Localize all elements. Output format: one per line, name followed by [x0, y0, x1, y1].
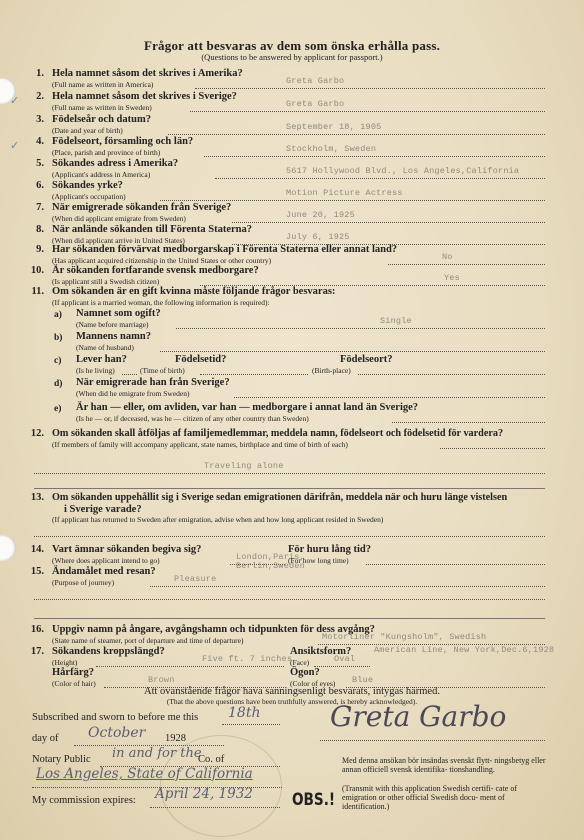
check-mark-icon: ✓ [10, 95, 20, 107]
question-number: 10. [30, 265, 44, 276]
answer-family-members: Traveling alone [204, 461, 284, 471]
answer-line [230, 564, 285, 565]
question-english: (Purpose of journey) [52, 578, 115, 587]
question-swedish: Födelseort, församling och län? [52, 136, 194, 147]
answer-full-name-sweden: Greta Garbo [286, 99, 345, 109]
question-english: (If members of family will accompany applicant, state names, birthplace and time of birth of each) [52, 440, 348, 449]
question-swedish: Är sökanden fortfarande svensk medborgare? [52, 265, 259, 276]
answer-line [96, 666, 284, 667]
question-swedish: Om sökanden är en gift kvinna måste följande frågor besvaras: [52, 286, 336, 297]
answer-line [160, 200, 545, 201]
day-of-label: day of [32, 733, 59, 744]
sub-question-label: e) [54, 404, 62, 414]
question-english: (Height) [52, 658, 78, 667]
question-english: (Where does applicant intend to go) [52, 556, 160, 565]
question-english: (Full name as written in Sweden) [52, 103, 152, 112]
answer-full-name-america: Greta Garbo [286, 76, 345, 86]
question-swedish: Har sökanden förvärvat medborgarskap i Förenta Staterna eller annat land? [52, 244, 398, 255]
obs-note-english: (Transmit with this application Swedish certifi- cate of emigration or other official Swedish docu- ment of identification.) [342, 784, 518, 811]
question-number: 16. [30, 624, 44, 635]
answer-line [388, 264, 545, 265]
commission-label: My commission expires: [32, 795, 136, 806]
answer-line [34, 536, 545, 537]
check-mark-icon: ✓ [10, 140, 20, 152]
answer-line [358, 374, 545, 375]
answer-line [440, 448, 545, 449]
answer-line [34, 599, 545, 600]
obs-note-swedish: Med denna ansökan bör insändas svenskt flytt- ningsbetyg eller annan officiell svensk identifika- tionshandling. [342, 756, 546, 774]
handwritten-notary: in and for the [112, 746, 202, 761]
sub-question-label: a) [54, 310, 62, 320]
answer-line [392, 422, 545, 423]
answer-line [150, 807, 280, 808]
question-english: (Face) [290, 658, 310, 667]
question-english: (Color of hair) [52, 679, 96, 688]
answer-foreign-citizenship: No [442, 252, 453, 262]
question-swedish: Födelsetid? [175, 354, 227, 365]
question-swedish: Uppgiv namn på ångare, avgångshamn och tidpunkten för dess avgång? [52, 624, 375, 635]
handwritten-month: October [88, 725, 146, 741]
answer-date-of-birth: September 18, 1905 [286, 122, 382, 132]
question-number: 6. [36, 180, 44, 191]
question-swedish: När anlände sökanden till Förenta Staterna? [52, 224, 253, 235]
question-number: 4. [36, 136, 44, 147]
answer-line [34, 473, 545, 474]
answer-line [366, 564, 545, 565]
answer-purpose: Pleasure [174, 574, 217, 584]
question-english: (Applicant's address in America) [52, 170, 151, 179]
question-number: 5. [36, 158, 44, 169]
question-number: 3. [36, 114, 44, 125]
question-english: (Full name as written in America) [52, 80, 154, 89]
question-swedish: När emigrerade han från Sverige? [76, 377, 230, 388]
question-swedish: i Sverige varade? [64, 504, 142, 515]
question-swedish: Om sökanden skall åtföljas af familjemedlemmar, meddela [52, 428, 311, 439]
answer-line [215, 178, 545, 179]
answer-line [195, 88, 545, 89]
handwritten-day: 18th [228, 705, 261, 721]
answer-swedish-citizen: Yes [444, 273, 460, 283]
sub-question-label: b) [54, 333, 63, 343]
applicant-signature: Greta Garbo [330, 700, 507, 733]
answer-line [232, 222, 545, 223]
form-subtitle: (Questions to be answered by applicant for passport.) [201, 52, 383, 62]
question-english: (Time of birth) [140, 366, 185, 375]
answer-eye-color: Blue [352, 675, 374, 685]
question-swedish: Hårfärg? [52, 667, 94, 678]
question-number: 14. [30, 544, 44, 555]
question-swedish: Är han — eller, om avliden, var han — medborgare i annat land än Sverige? [76, 402, 419, 413]
answer-line [234, 397, 545, 398]
question-number: 13. [30, 492, 44, 503]
question-english: (Place, parish and province of birth) [52, 148, 161, 157]
answer-address-america: 5617 Hollywood Blvd., Los Angeles,California [286, 166, 520, 176]
question-number: 8. [36, 224, 44, 235]
handwritten-county: Los Angeles, State of California [36, 766, 253, 782]
question-number: 7. [36, 202, 44, 213]
sworn-year: 1928 [165, 733, 186, 744]
question-swedish: Sökandens kroppslängd? [52, 646, 165, 657]
answer-line [190, 111, 545, 112]
attestation-english: (That the above questions have been truthfully answered, is hereby acknowledged). [166, 697, 418, 706]
answer-maiden-name: Single [380, 316, 412, 326]
sub-question-label: d) [54, 379, 63, 389]
question-number: 12. [30, 428, 44, 439]
question-swedish: Vart ämnar sökanden begiva sig? [52, 544, 202, 555]
question-english: (Color of eyes) [290, 679, 336, 688]
answer-line [168, 134, 545, 135]
question-swedish: Ögon? [290, 667, 320, 678]
obs-mark: OBS.! [292, 790, 336, 810]
answer-line [200, 374, 308, 375]
form-title: Frågor att besvaras av dem som önska erhålla pass. [143, 38, 441, 53]
question-number: 1. [36, 68, 44, 79]
question-english: (Date and year of birth) [52, 126, 123, 135]
question-swedish: Sökandes adress i Amerika? [52, 158, 179, 169]
answer-place-of-birth: Stockholm, Sweden [286, 144, 377, 154]
question-swedish: Ansiktsform? [290, 646, 352, 657]
signature-line [320, 740, 545, 741]
question-swedish: Lever han? [76, 354, 127, 365]
answer-destination-cont: Berlin,Sweden [236, 561, 305, 571]
question-number: 2. [36, 91, 44, 102]
question-swedish: Födelseår och datum? [52, 114, 151, 125]
question-english: (When did applicant arrive in United States) [52, 236, 185, 245]
notary-public-label: Notary Public [32, 754, 91, 765]
answer-emigration-date: June 20, 1925 [286, 210, 355, 220]
answer-line [160, 351, 545, 352]
answer-steamer: Motorliner "Kungsholm", Swedish [322, 632, 487, 642]
answer-line [204, 156, 545, 157]
question-english: (Is he living) [76, 366, 115, 375]
answer-line [176, 328, 545, 329]
handwritten-commission-date: April 24, 1932 [155, 786, 253, 802]
question-english: (Name of husband) [76, 343, 134, 352]
question-swedish: För huru lång tid? [288, 544, 371, 555]
question-swedish: Hela namnet såsom det skrives i Amerika? [52, 68, 243, 79]
answer-height: Five ft. 7 inches [202, 654, 293, 664]
question-swedish: Mannens namn? [76, 331, 151, 342]
answer-line [222, 724, 280, 725]
answer-line [122, 374, 137, 375]
question-swedish: Hela namnet såsom det skrives i Sverige? [52, 91, 237, 102]
answer-line [34, 488, 545, 489]
question-english: (Name before marriage) [76, 320, 149, 329]
question-number: 11. [31, 286, 44, 297]
question-english: (When did applicant emigrate from Sweden) [52, 214, 186, 223]
county-label: Co. of [198, 754, 225, 765]
attestation-swedish: Att ovanstående frågor hava sanningsenligt besvarats, intygas härmed. [144, 686, 440, 697]
question-english: (Birth-place) [312, 366, 351, 375]
question-english: (Has applicant acquired citizenship in the United States or other country) [52, 256, 272, 265]
question-english: (Applicant's occupation) [52, 192, 126, 201]
sworn-label: Subscribed and sworn to before me this [32, 712, 199, 723]
question-english: (For how long time) [288, 556, 349, 565]
answer-destination: London,Paris, [236, 552, 305, 562]
question-swedish: Sökandes yrke? [52, 180, 123, 191]
question-swedish: Namnet som ogift? [76, 308, 161, 319]
answer-line [150, 586, 545, 587]
question-number: 17. [30, 646, 44, 657]
punch-hole [0, 535, 16, 561]
question-english: (If applicant is a married woman, the following information is required): [52, 298, 270, 307]
question-number: 15. [30, 566, 44, 577]
question-english: (State name of steamer, port of departure and time of departure) [52, 636, 244, 645]
question-number: 9. [36, 244, 44, 255]
question-english: (Is applicant still a Swedish citizen) [52, 277, 160, 286]
question-swedish: När emigrerade sökanden från Sverige? [52, 202, 232, 213]
answer-steamer-line: American Line, New York,Dec.6,1928 [374, 645, 555, 655]
question-swedish-bold: namn, födelseort och födelsetid för vardera? [310, 428, 504, 439]
answer-line [34, 618, 545, 619]
question-english: (When did he emigrate from Sweden) [76, 389, 190, 398]
question-english: (Is he — or, if deceased, was he — citizen of any other country than Sweden) [76, 414, 309, 423]
answer-arrival-date: July 6, 1925 [286, 232, 350, 242]
answer-face: Oval [334, 654, 356, 664]
question-swedish: Ändamålet med resan? [52, 566, 156, 577]
answer-line [314, 666, 370, 667]
sub-question-label: c) [54, 356, 62, 366]
answer-hair-color: Brown [148, 675, 175, 685]
answer-occupation: Motion Picture Actress [286, 188, 403, 198]
question-swedish: Födelseort? [340, 354, 393, 365]
question-english: (If applicant has returned to Sweden after emigration, advise when and how long applicant resided in Sweden) [52, 515, 384, 524]
question-swedish: Om sökanden uppehållit sig i Sverige sedan emigrationen därifrån, meddela när och huru länge vistelsen [52, 492, 508, 503]
